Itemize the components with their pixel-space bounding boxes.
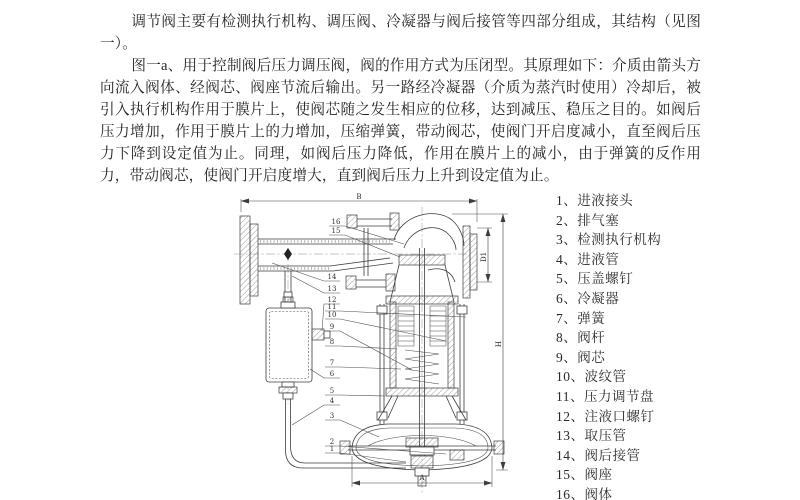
callout-14: 14 (327, 273, 337, 281)
part-number: 5、 (556, 271, 578, 287)
part-number: 1、 (556, 193, 578, 208)
callout-15: 15 (331, 227, 341, 235)
part-name: 阀杆 (577, 330, 606, 346)
callout-1: 1 (329, 445, 335, 453)
parts-list-item (556, 407, 661, 427)
parts-list-item (556, 250, 661, 270)
part-number: 9、 (556, 349, 578, 365)
body-text (100, 11, 701, 187)
part-name: 压盖螺钉 (577, 271, 634, 287)
parts-list-item (556, 191, 661, 211)
part-number: 6、 (556, 290, 578, 306)
part-number: 7、 (556, 310, 578, 326)
liquid-inlet-pipe (286, 399, 407, 468)
callout-8: 8 (329, 338, 335, 346)
dimension-label-A: A (419, 474, 425, 482)
callout-5: 5 (329, 387, 335, 395)
parts-list-item (556, 485, 661, 500)
part-number: 4、 (556, 251, 578, 267)
callout-12: 12 (327, 296, 337, 304)
part-name: 注液口螺钉 (584, 408, 655, 424)
valve-body-top-and-outlet (346, 213, 477, 304)
part-name: 阀后接管 (584, 447, 641, 463)
part-number: 13、 (556, 428, 585, 444)
part-name: 进液接头 (577, 193, 634, 208)
vent-plug (450, 450, 464, 460)
callout-6: 6 (329, 370, 335, 378)
part-name: 波纹管 (584, 369, 627, 385)
part-name: 阀座 (584, 467, 613, 483)
condenser (266, 292, 330, 399)
part-name: 检测执行机构 (577, 232, 662, 248)
callout-9: 9 (329, 323, 335, 331)
valve-seat (399, 255, 445, 265)
callout-10: 10 (327, 311, 337, 319)
part-name: 压力调节盘 (584, 388, 654, 404)
paragraph-principle: 图一a、用于控制阀后压力调压阀，阀的作用方式为压闭型。其原理如下：介质由箭头方向流入阀体、经阀芯、阀座节流后输出。另一路经冷凝器（介质为蒸汽时使用）冷却后，被引入执行机构作用于膜片上，使阀芯随之发生相应的位移，达到减压、稳压之目的。如阀后压力增加，作用于膜片上的力增加，压缩弹簧，带动阀芯，使阀门开启度减小，直至阀后压力下降到设定值为止。同理，如阀后压力降低，作用在膜片上的减小，由于弹簧的反作用力，带动阀芯，使阀门开启度增大，直到阀后压力上升到设定值为止。 (100, 58, 701, 184)
dimension-label-B: B (356, 193, 362, 201)
callout-16: 16 (331, 218, 341, 226)
callout-13: 13 (327, 285, 337, 293)
part-number: 16、 (556, 486, 585, 500)
part-number: 11、 (556, 388, 584, 404)
part-number: 12、 (556, 408, 585, 424)
parts-list-item (556, 446, 661, 466)
paragraph-intro: 调节阀主要有检测执行机构、调压阀、冷凝器与阀后接管等四部分组成，其结构（见图一）。 (100, 14, 701, 52)
part-name: 阀芯 (577, 349, 606, 365)
part-number: 15、 (556, 467, 585, 483)
dimension-label-D1: D1 (480, 251, 488, 263)
callout-4: 4 (329, 397, 335, 405)
parts-list (556, 191, 661, 500)
parts-list-item (556, 367, 661, 387)
callout-7: 7 (329, 359, 335, 367)
part-name: 进液管 (577, 251, 620, 267)
parts-list-item (556, 387, 661, 407)
callout-2: 2 (329, 438, 335, 446)
dimension-label-H: H (495, 340, 503, 348)
part-number: 14、 (556, 447, 585, 463)
part-name: 取压管 (584, 428, 627, 444)
callout-11: 11 (327, 303, 337, 311)
figure-1-valve-cross-section-diagram (228, 190, 518, 500)
parts-list-item (556, 269, 661, 289)
part-name: 阀体 (584, 486, 613, 500)
parts-list-item (556, 426, 661, 446)
part-number: 3、 (556, 232, 578, 248)
dimension-B (241, 193, 477, 222)
dimension-D1 (477, 228, 492, 282)
parts-list-item (556, 348, 661, 368)
part-number: 2、 (556, 212, 578, 228)
part-name: 冷凝器 (577, 290, 620, 306)
parts-list-item (556, 328, 661, 348)
part-name: 弹簧 (577, 310, 606, 326)
parts-list-item (556, 309, 661, 329)
flow-direction-marker (284, 248, 292, 260)
filler-plug (312, 329, 330, 340)
parts-list-item (556, 289, 661, 309)
parts-list-item (556, 211, 661, 231)
outlet-pipe-and-left-flange (240, 216, 396, 304)
parts-list-item (556, 230, 661, 250)
callout-3: 3 (329, 412, 335, 420)
part-number: 10、 (556, 369, 585, 385)
parts-list-item (556, 465, 661, 485)
part-name: 排气塞 (577, 212, 620, 228)
part-number: 8、 (556, 330, 578, 346)
